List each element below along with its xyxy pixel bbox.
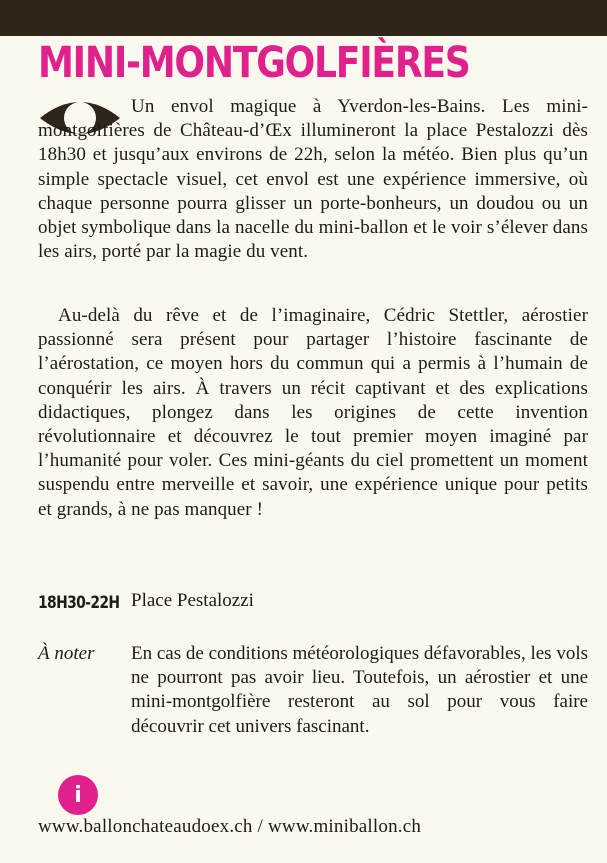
info-icon: i xyxy=(58,775,98,815)
note-text: En cas de conditions météorologiques défavorables, les vols ne pourront pas avoir lieu. Toutefois, un aérostier et une mini-montgolfière resteront au sol pour vous faire découvrir cet univers fascinant. xyxy=(131,643,588,737)
description-paragraph: Au-delà du rêve et de l’imaginaire, Cédric Stettler, aérostier passionné sera présent pour partager l’histoire fascinante de l’aérostation, ce moyen hors du commun qui a permis à l’humain de conquérir les airs. À travers un récit captivant et des explications didactiques, plongez dans les origines de cette invention révolutionnaire et découvrez le tout premier moyen imaginé par l’humanité pour voler. Ces mini-géants du ciel promettent un moment suspendu entre merveille et savoir, une expérience unique pour petits et grands, à ne pas manquer ! xyxy=(38,305,588,520)
schedule-place: Place Pestalozzi xyxy=(131,590,254,611)
schedule-time: 18H30-22H xyxy=(38,593,120,613)
intro-paragraph: Un envol magique à Yverdon-les-Bains. Les mini-montgolfières de Château-d’Œx illumineront la place Pestalozzi dès 18h30 et jusqu’aux environs de 22h, selon la météo. Bien plus qu’un simple spectacle visuel, cet envol est une expérience immersive, où chaque personne pourra glisser un porte-bonheurs, un doudou ou un objet symbolique dans la nacelle du mini-ballon et le voir s’élever dans les airs, porté par la magie du vent. xyxy=(38,96,588,263)
website-links[interactable]: www.ballonchateaudoex.ch / www.miniballon.ch xyxy=(38,816,422,837)
note-label: À noter xyxy=(38,643,95,664)
top-bar xyxy=(0,0,607,36)
page-title: MINI-MONTGOLFIÈRES xyxy=(38,38,470,88)
